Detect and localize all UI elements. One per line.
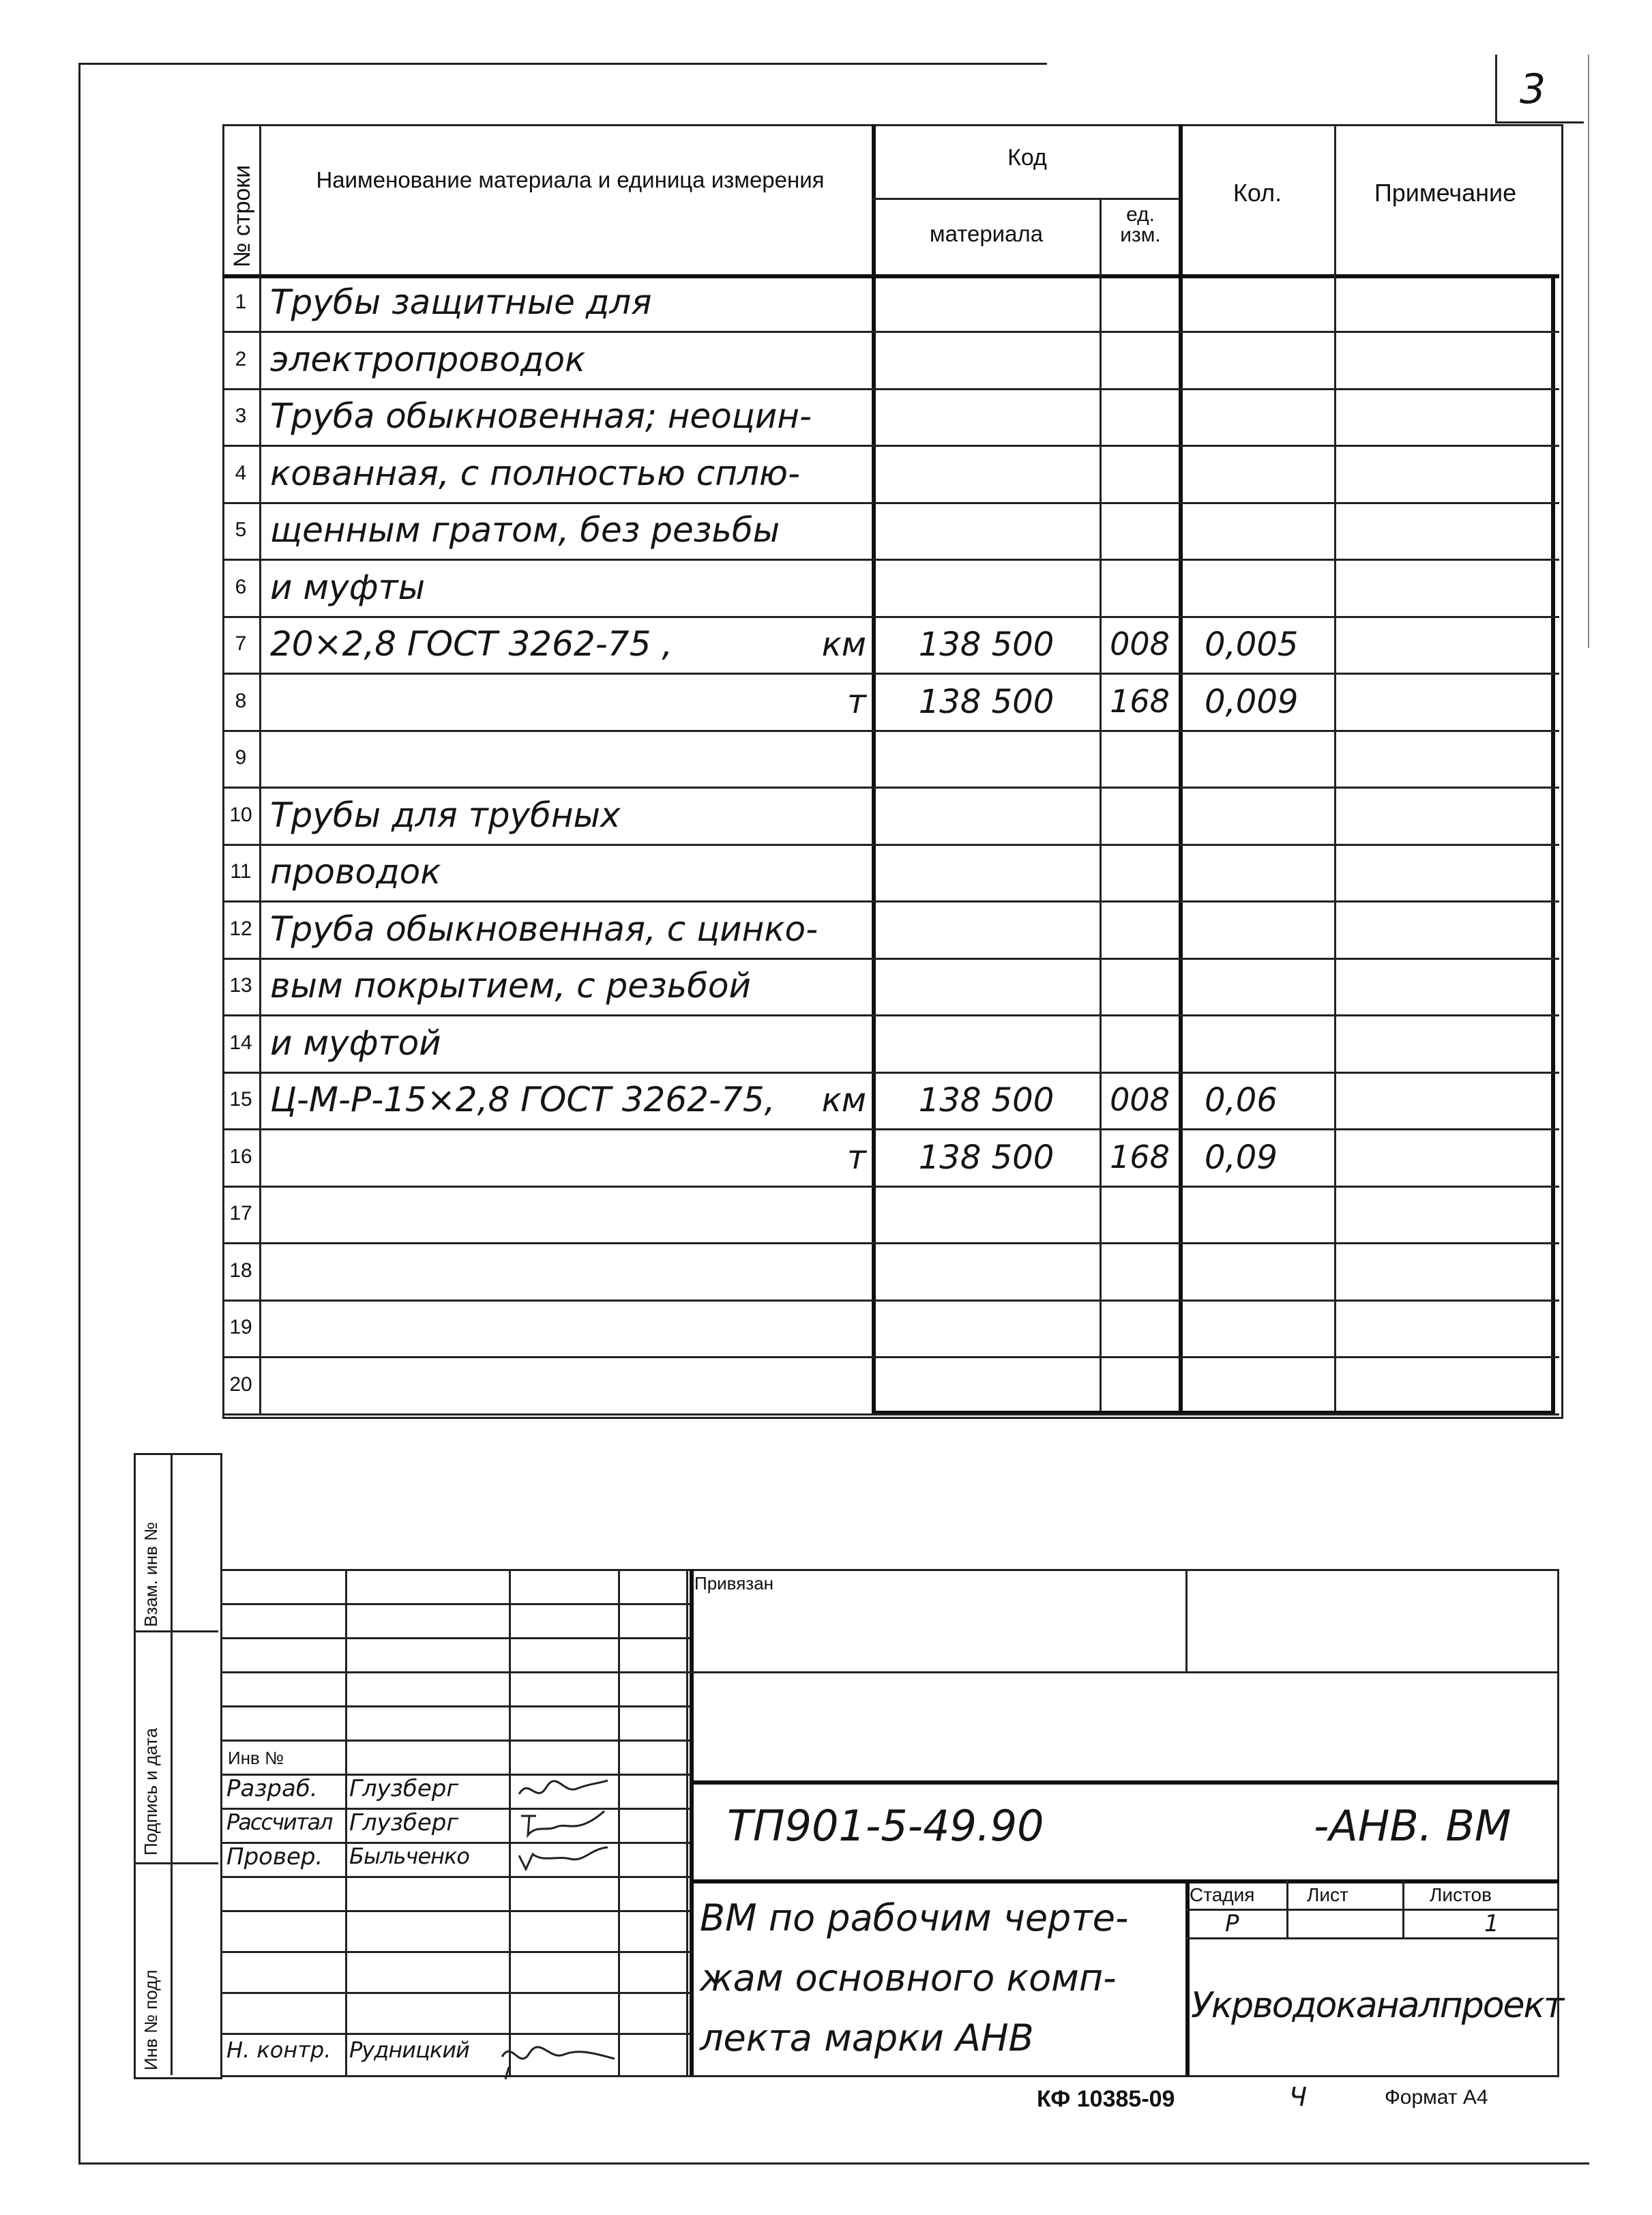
signature-3 [516, 1842, 611, 1876]
table-row [222, 390, 1559, 447]
material-code: 138 500 [918, 626, 1054, 664]
side-stamp [134, 1453, 222, 2081]
row-number: 19 [229, 1316, 252, 1338]
organization-name: Укрводоканалпроект [1191, 1985, 1563, 2026]
page-number: 3 [1520, 65, 1546, 113]
tb-stage-col-2 [1402, 1879, 1404, 1937]
role-4-name: Рудницкий [349, 2037, 469, 2063]
row-number: 1 [235, 291, 247, 313]
material-code: 138 500 [918, 683, 1054, 721]
row-number: 20 [229, 1373, 252, 1396]
tb-row-9 [222, 1876, 690, 1878]
sheet-bottom-border [78, 2162, 1589, 2165]
page-number-divider [1495, 55, 1497, 123]
material-name: щенным гратом, без резьбы [270, 510, 780, 550]
table-row [222, 903, 1559, 960]
table-row [222, 1130, 1559, 1188]
row-separator [222, 1413, 1559, 1415]
tb-row-1 [222, 1603, 690, 1605]
row-number: 11 [230, 860, 252, 883]
side-label-inv-podl: Инв № подл [141, 1969, 161, 2070]
stage-value: Р [1225, 1910, 1239, 1937]
tb-bottom-line [222, 2075, 1559, 2077]
tb-row-12 [222, 1992, 690, 1994]
tb-row-3 [222, 1671, 690, 1673]
sheet-right-border [1588, 55, 1589, 648]
tb-privyazan-bottom [690, 1671, 1559, 1673]
sheet-left-border [78, 63, 80, 2164]
material-name: и муфтой [270, 1023, 441, 1063]
tb-row-10 [222, 1910, 690, 1912]
header-code-unit: ед. изм. [1120, 203, 1161, 246]
material-name: Трубы защитные для [270, 282, 652, 322]
table-row [222, 1187, 1559, 1244]
tb-col-main [690, 1569, 694, 2075]
side-label-vzam: Взам. инв № [141, 1522, 161, 1627]
table-row [222, 789, 1559, 846]
side-stamp-line-2 [134, 1862, 218, 1864]
quantity: 0,005 [1205, 626, 1299, 664]
doc-code: ТП901-5-49.90 [727, 1801, 1044, 1851]
tb-row-13 [222, 2033, 690, 2035]
row-number: 12 [229, 918, 252, 940]
material-name: вым покрытием, с резьбой [270, 966, 752, 1006]
sheets-value: 1 [1484, 1910, 1499, 1937]
unit-code: 168 [1110, 683, 1170, 720]
material-name: проводок [270, 852, 441, 892]
role-1-name: Глузберг [349, 1775, 459, 1802]
page-number-underline [1495, 121, 1584, 123]
sheet-label: Лист [1307, 1884, 1348, 1905]
material-code: 138 500 [918, 1081, 1054, 1119]
tb-row-4 [222, 1705, 690, 1707]
unit-label: т [847, 683, 866, 721]
unit-label: км [821, 1081, 866, 1119]
header-code-material: материала [929, 221, 1044, 246]
stage-label: Стадия [1190, 1884, 1255, 1905]
header-code: Код [1007, 145, 1047, 171]
row-number: 15 [229, 1088, 252, 1111]
role-3-label: Провер. [226, 1843, 323, 1871]
material-name: электропроводок [270, 340, 586, 379]
header-name: Наименование материала и единица измерения [316, 167, 825, 192]
row-number: 8 [235, 690, 247, 712]
quantity: 0,06 [1205, 1081, 1278, 1119]
side-label-podpis: Подпись и дата [141, 1727, 161, 1855]
tb-col-5 [686, 1569, 688, 2075]
role-2-label: Рассчитал [226, 1809, 332, 1835]
row-number: 5 [235, 518, 247, 541]
table-row [222, 1301, 1559, 1358]
tb-col-1 [345, 1569, 347, 2075]
unit-code: 008 [1110, 626, 1170, 662]
inv-no-label: Инв № [228, 1748, 284, 1768]
table-row [222, 561, 1559, 618]
signature-2 [516, 1808, 611, 1842]
material-name: Трубы для трубных [270, 795, 621, 835]
table-row [222, 845, 1559, 903]
unit-code: 008 [1110, 1081, 1170, 1118]
tb-row-11 [222, 1951, 690, 1953]
table-row [222, 959, 1559, 1016]
table-body [222, 276, 1559, 1415]
role-4-label: Н. контр. [226, 2037, 331, 2063]
side-stamp-line-1 [134, 1630, 218, 1632]
header-qty: Кол. [1233, 179, 1282, 207]
tb-privyazan-divider [1185, 1569, 1188, 1671]
row-number: 13 [229, 974, 252, 997]
privyazan-label: Привязан [694, 1573, 774, 1594]
table-row [222, 617, 1559, 675]
unit-label: т [847, 1139, 866, 1177]
tb-code-top [690, 1780, 1559, 1785]
material-name: Труба обыкновенная, с цинко- [270, 909, 818, 949]
table-row [222, 1016, 1559, 1074]
role-2-name: Глузберг [349, 1809, 459, 1836]
sheets-label: Листов [1430, 1884, 1492, 1905]
unit-code: 168 [1110, 1139, 1170, 1175]
table-row [222, 1073, 1559, 1130]
tb-top-line [222, 1569, 1559, 1571]
signature-4 [495, 2033, 618, 2081]
material-name: и муфты [270, 568, 426, 607]
tb-row-2 [222, 1637, 690, 1639]
row-number: 2 [235, 348, 247, 370]
role-1-label: Разраб. [226, 1775, 318, 1802]
header-note: Примечание [1374, 179, 1517, 207]
table-row [222, 675, 1559, 732]
table-row [222, 503, 1559, 561]
table-row [222, 731, 1559, 789]
tb-stage-col-1 [1286, 1879, 1288, 1937]
role-3-name: Быльченко [349, 1843, 469, 1869]
title-line-1: ВМ по рабочим черте- [700, 1896, 1129, 1939]
table-row [222, 1358, 1559, 1415]
material-code: 138 500 [918, 1139, 1054, 1177]
tb-stage-row-2 [1185, 1937, 1559, 1939]
footer-format: Формат А4 [1385, 2086, 1488, 2109]
row-number: 14 [229, 1031, 252, 1054]
material-name: Ц-М-Р-15×2,8 ГОСТ 3262-75, [270, 1080, 776, 1119]
quantity: 0,009 [1205, 683, 1299, 721]
tb-code-bottom [690, 1879, 1559, 1883]
footer-kf: КФ 10385-09 [1037, 2086, 1175, 2112]
title-block [222, 1569, 1563, 2077]
row-number: 7 [235, 632, 247, 655]
material-table [222, 124, 1559, 1420]
row-number: 3 [235, 405, 247, 427]
unit-label: км [821, 626, 866, 664]
row-number: 4 [235, 462, 247, 484]
quantity: 0,09 [1205, 1139, 1278, 1177]
material-name: Труба обыкновенная; неоцин- [270, 396, 812, 436]
table-row [222, 1244, 1559, 1302]
title-line-2: жам основного комп- [700, 1956, 1117, 1999]
row-number: 16 [229, 1145, 252, 1168]
code-subheader-line [872, 198, 1179, 200]
row-number: 18 [229, 1259, 252, 1282]
table-row [222, 276, 1559, 333]
table-row [222, 447, 1559, 504]
table-row [222, 333, 1559, 390]
material-name: 20×2,8 ГОСТ 3262-75 , [270, 624, 673, 664]
row-number: 17 [229, 1202, 252, 1224]
row-number: 6 [235, 576, 247, 598]
row-number: 10 [229, 804, 252, 826]
material-name: кованная, с полностью сплю- [270, 454, 801, 493]
tb-col-2 [509, 1569, 511, 2075]
side-stamp-divider [171, 1453, 173, 2075]
footer-num: Ч [1289, 2082, 1308, 2112]
title-line-3: лекта марки АНВ [700, 2016, 1034, 2059]
row-number: 9 [235, 746, 247, 769]
tb-col-3 [618, 1569, 620, 2075]
tb-stage-row-1 [1185, 1909, 1559, 1911]
header-row-number: № строки [229, 164, 255, 267]
doc-mark: -АНВ. ВМ [1314, 1801, 1511, 1851]
signature-1 [516, 1774, 611, 1808]
sheet-top-border [78, 63, 1047, 65]
tb-row-5 [222, 1740, 690, 1742]
